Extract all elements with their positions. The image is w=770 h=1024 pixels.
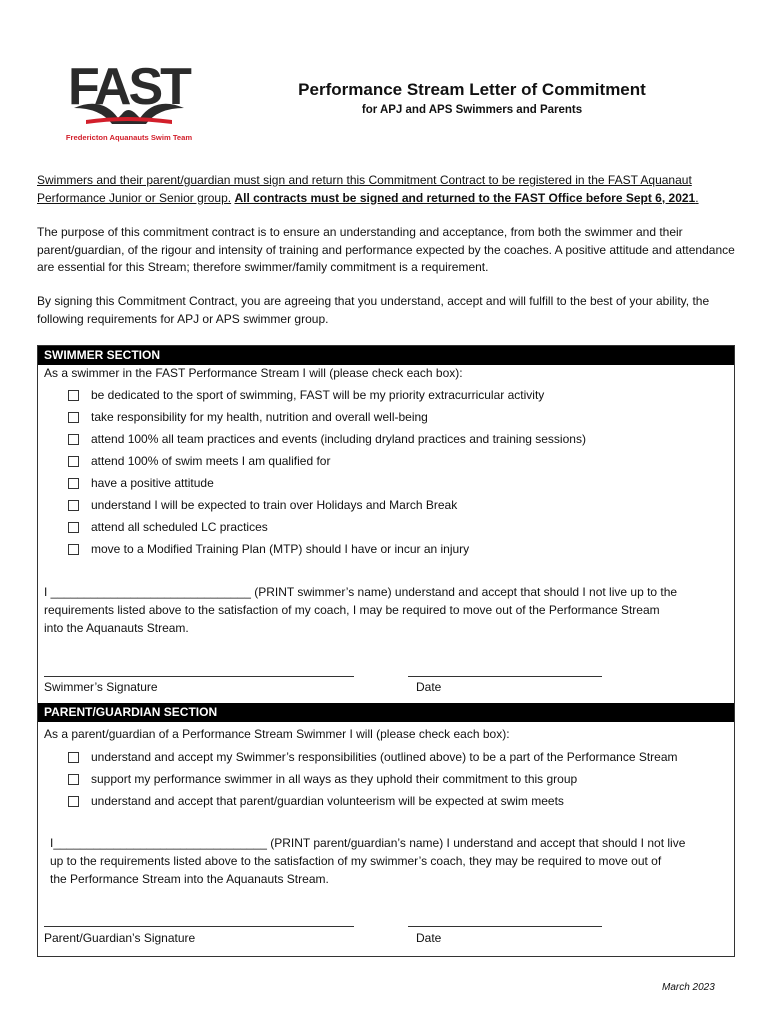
fast-logo (66, 58, 192, 144)
parent-date-label: Date (416, 931, 442, 945)
checklist-item-label: support my performance swimmer in all ways as they uphold their commitment to this group (91, 772, 578, 786)
checkbox[interactable] (68, 522, 79, 533)
parent-signature-label: Parent/Guardian’s Signature (44, 931, 196, 945)
parent-acknowledgement-text: the Performance Stream into the Aquanauts Stream. (50, 872, 329, 886)
checkbox[interactable] (68, 774, 79, 785)
swimmer-checklist-item[interactable] (68, 454, 330, 468)
parent-print-name-line[interactable]: I________________________________ (PRINT parent/guardian’s name) I understand and accept that should I not live (50, 836, 686, 850)
swimmer-date-label: Date (416, 680, 442, 694)
swimmer-checklist-item[interactable] (68, 498, 457, 512)
page-subtitle: for APJ and APS Swimmers and Parents (361, 104, 583, 116)
swimmer-acknowledgement-text: into the Aquanauts Stream. (44, 621, 189, 635)
swimmer-checklist-item[interactable] (68, 432, 586, 446)
logo-tagline: Fredericton Aquanauts Swim Team (66, 133, 192, 142)
intro-paragraph-3: By signing this Commitment Contract, you are agreeing that you understand, accept and will fulfill to the best of your ability, the following requirements for APJ or APS swimmer group. (37, 294, 710, 326)
checklist-item-label: be dedicated to the sport of swimming, FAST will be my priority extracurricular activity (91, 388, 545, 402)
checklist-item-label: have a positive attitude (91, 476, 214, 490)
swimmer-signature-field[interactable] (44, 676, 354, 677)
swimmer-checklist-item[interactable] (68, 542, 469, 556)
parent-acknowledgement-text: up to the requirements listed above to the satisfaction of my swimmer’s coach, they may be required to move out of (50, 854, 662, 868)
swimmer-acknowledgement-text: requirements listed above to the satisfaction of my coach, I may be required to move out of the Performance Stream (44, 603, 660, 617)
checklist-item-label: understand I will be expected to train over Holidays and March Break (91, 498, 458, 512)
checklist-item-label: attend 100% of swim meets I am qualified for (91, 454, 331, 468)
intro-deadline-text: All contracts must be signed and returned to the FAST Office before Sept 6, 2021 (234, 190, 696, 205)
checkbox[interactable] (68, 412, 79, 423)
intro-registration-text: Swimmers and their parent/guardian must sign and return this Commitment Contract to be registered in the FAST Aquanaut Performance Junior or Senior group. (37, 173, 692, 205)
checklist-item-label: attend all scheduled LC practices (91, 520, 268, 534)
commitment-form-box (37, 345, 735, 957)
logo-word: FAST (68, 58, 189, 116)
parent-section-lead: As a parent/guardian of a Performance Stream Swimmer I will (please check each box): (44, 727, 510, 741)
swimmer-signature-label: Swimmer’s Signature (44, 680, 158, 694)
swimmer-checklist-item[interactable] (68, 476, 214, 490)
parent-section-heading: PARENT/GUARDIAN SECTION (38, 703, 734, 722)
page-title: Performance Stream Letter of Commitment (298, 80, 646, 99)
swimmer-print-name-line[interactable]: I ______________________________ (PRINT swimmer’s name) understand and accept that should I not live up to the (44, 585, 678, 599)
checkbox[interactable] (68, 478, 79, 489)
intro-period: . (695, 190, 699, 205)
swimmer-checklist-item[interactable] (68, 520, 268, 534)
checkbox[interactable] (68, 390, 79, 401)
parent-date-field[interactable] (408, 926, 602, 927)
checklist-item-label: move to a Modified Training Plan (MTP) should I have or incur an injury (91, 542, 470, 556)
intro-paragraph-2: The purpose of this commitment contract is to ensure an understanding and acceptance, from both the swimmer and their parent/guardian, of the rigour and intensity of training and performance expected by the coaches. A positive attitude and attendance are essential for this Stream; therefore swimmer/family commitment is a requirement. (37, 225, 735, 274)
swimmer-checklist-item[interactable] (68, 410, 428, 424)
checklist-item-label: attend 100% all team practices and events (including dryland practices and training sessions) (91, 432, 586, 446)
checklist-item-label: understand and accept that parent/guardian volunteerism will be expected at swim meets (91, 794, 564, 808)
parent-checklist-item[interactable] (68, 772, 577, 786)
checkbox[interactable] (68, 500, 79, 511)
checklist-item-label: understand and accept my Swimmer’s responsibilities (outlined above) to be a part of the Performance Stream (91, 750, 678, 764)
swimmer-section-lead: As a swimmer in the FAST Performance Stream I will (please check each box): (44, 366, 463, 380)
swimmer-section-heading: SWIMMER SECTION (38, 346, 734, 365)
checkbox[interactable] (68, 544, 79, 555)
intro-paragraph-1 (37, 172, 737, 207)
checklist-item-label: take responsibility for my health, nutrition and overall well-being (91, 410, 428, 424)
swimmer-checklist-item[interactable] (68, 388, 544, 402)
parent-checklist-item[interactable] (68, 794, 564, 808)
checkbox[interactable] (68, 434, 79, 445)
footer-date: March 2023 (662, 982, 715, 993)
checkbox[interactable] (68, 796, 79, 807)
swimmer-date-field[interactable] (408, 676, 602, 677)
parent-signature-field[interactable] (44, 926, 354, 927)
checkbox[interactable] (68, 752, 79, 763)
checkbox[interactable] (68, 456, 79, 467)
parent-checklist-item[interactable] (68, 750, 678, 764)
